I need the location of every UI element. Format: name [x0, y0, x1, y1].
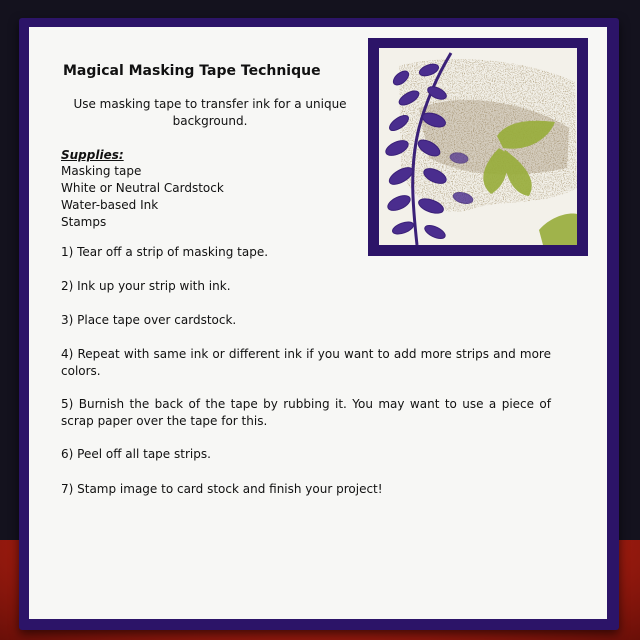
- supply-item: White or Neutral Cardstock: [61, 181, 224, 195]
- step-2: 2) Ink up your strip with ink.: [61, 279, 231, 293]
- step-3: 3) Place tape over cardstock.: [61, 313, 237, 327]
- sample-card-image: [379, 48, 577, 245]
- supply-item: Stamps: [61, 215, 107, 229]
- step-1: 1) Tear off a strip of masking tape.: [61, 245, 269, 259]
- step-7: 7) Stamp image to card stock and finish your project!: [61, 482, 383, 496]
- masking-tape-sample-art: [379, 48, 577, 245]
- supplies-heading: Supplies:: [61, 148, 124, 162]
- card-title: Magical Masking Tape Technique: [63, 63, 321, 79]
- supplies-list: [61, 163, 224, 231]
- supply-item: Water-based Ink: [61, 198, 159, 212]
- step-4: 4) Repeat with same ink or different ink if you want to add more strips and more colors.: [61, 347, 551, 378]
- supply-item: Masking tape: [61, 164, 142, 178]
- step-6: 6) Peel off all tape strips.: [61, 447, 211, 461]
- step-5: 5) Burnish the back of the tape by rubbing it. You may want to use a piece of scrap paper over the tape for this.: [61, 397, 551, 428]
- card-subtitle: Use masking tape to transfer ink for a unique background.: [73, 97, 347, 128]
